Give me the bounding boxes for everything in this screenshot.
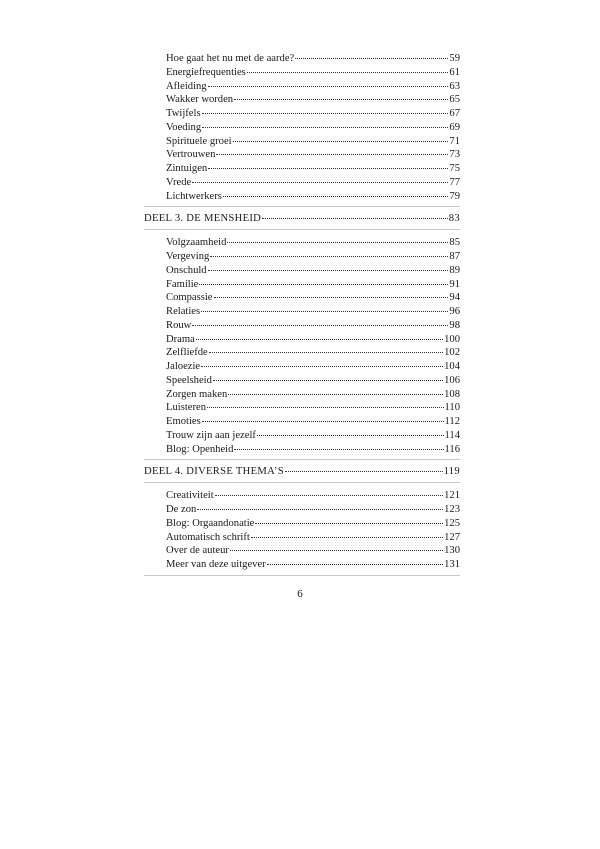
toc-entry-title: Vertrouwen — [166, 149, 216, 161]
toc-entry-page: 106 — [444, 374, 460, 386]
toc-entry-page: 94 — [449, 292, 460, 304]
dot-leader — [262, 218, 448, 219]
toc-entry-page: 104 — [444, 361, 460, 372]
dot-leader — [208, 86, 449, 87]
toc-entry-title: Vergeving — [166, 251, 210, 262]
toc-entry-title: Blog: Orgaandonatie — [166, 517, 255, 529]
toc-entry-title: Volgzaamheid — [166, 237, 227, 249]
dot-leader — [196, 339, 443, 340]
toc-entry[interactable] — [144, 374, 460, 388]
dot-leader — [201, 311, 448, 312]
dot-leader — [201, 366, 443, 367]
toc-entry-title: Meer van deze uitgever — [166, 559, 266, 570]
dot-leader — [192, 325, 448, 326]
section-divider — [144, 575, 460, 576]
toc-entry[interactable] — [144, 415, 460, 429]
dot-leader — [234, 99, 448, 100]
toc-entry-title: Blog: Openheid — [166, 443, 234, 455]
toc-entry[interactable] — [144, 107, 460, 121]
toc-entry-title: Jaloezie — [166, 361, 201, 372]
dot-leader — [257, 435, 444, 436]
toc-entry[interactable] — [144, 121, 460, 135]
dot-leader — [267, 564, 443, 565]
toc-entry[interactable] — [144, 517, 460, 531]
dot-leader — [213, 380, 443, 381]
toc-part-deel-3[interactable] — [144, 209, 460, 230]
dot-leader — [208, 270, 449, 271]
dot-leader — [230, 550, 443, 551]
toc-entry-title: Creativiteit — [166, 490, 214, 502]
toc-entry-page: 123 — [444, 504, 460, 515]
toc-entry[interactable] — [144, 190, 460, 204]
toc-entry-page: 85 — [449, 237, 460, 249]
toc-entry[interactable] — [144, 93, 460, 107]
toc-part-page: 119 — [443, 466, 460, 478]
toc-entry-title: Zelfliefde — [166, 347, 208, 359]
toc-entry-page: 131 — [444, 559, 460, 570]
toc-entry[interactable] — [144, 401, 460, 415]
toc-entry-page: 102 — [444, 347, 460, 359]
dot-leader — [233, 141, 449, 142]
toc-part-title: DEEL 4. DIVERSE THEMA’S — [144, 466, 284, 478]
toc-entry-title: Afleiding — [166, 80, 207, 92]
toc-entry[interactable] — [144, 148, 460, 162]
toc-entry-title: Luisteren — [166, 402, 207, 414]
dot-leader — [208, 168, 448, 169]
toc-group-deel-3 — [144, 236, 460, 456]
section-divider — [144, 459, 460, 460]
toc-entry[interactable] — [144, 250, 460, 264]
toc-entry-title: Voeding — [166, 121, 202, 133]
toc-entry-page: 65 — [449, 94, 460, 106]
toc-entry-page: 116 — [444, 443, 460, 455]
toc-entry-title: Drama — [166, 333, 195, 345]
toc-entry-page: 112 — [444, 416, 460, 427]
toc-group-deel-4 — [144, 489, 460, 572]
toc-entry-page: 79 — [449, 190, 460, 202]
toc-entry[interactable] — [144, 558, 460, 572]
toc-entry-page: 73 — [449, 149, 460, 161]
dot-leader — [207, 407, 443, 408]
dot-leader — [223, 196, 449, 197]
toc-entry-title: Compassie — [166, 292, 213, 304]
toc-entry-title: Rouw — [166, 319, 192, 331]
toc-entry-title: Twijfels — [166, 108, 201, 119]
toc-entry-page: 59 — [449, 53, 460, 64]
toc-entry-title: Lichtwerkers — [166, 190, 222, 202]
toc-entry-page: 77 — [449, 176, 460, 188]
dot-leader — [210, 256, 448, 257]
toc-entry[interactable] — [144, 429, 460, 443]
toc-entry[interactable] — [144, 162, 460, 176]
toc-part-title: DEEL 3. DE MENSHEID — [144, 213, 262, 225]
toc-entry-title: Hoe gaat het nu met de aarde? — [166, 53, 295, 64]
toc-entry[interactable] — [144, 544, 460, 558]
dot-leader — [199, 284, 448, 285]
toc-entry-page: 100 — [444, 333, 460, 345]
toc-entry-title: Vrede — [166, 176, 192, 188]
dot-leader — [227, 242, 448, 243]
toc-entry[interactable] — [144, 80, 460, 94]
dot-leader — [295, 58, 448, 59]
toc-entry[interactable] — [144, 135, 460, 149]
toc-part-page: 83 — [448, 213, 460, 225]
dot-leader — [202, 127, 448, 128]
toc-entry-page: 87 — [449, 251, 460, 262]
toc-entry[interactable] — [144, 264, 460, 278]
toc-entry-title: Emoties — [166, 416, 201, 427]
toc-entry[interactable] — [144, 333, 460, 347]
toc-entry-page: 69 — [449, 121, 460, 133]
toc-entry-title: Energiefrequenties — [166, 66, 246, 78]
toc-entry-title: Wakker worden — [166, 94, 234, 106]
toc-entry-title: Speelsheid — [166, 374, 212, 386]
dot-leader — [197, 509, 443, 510]
toc-entry-page: 89 — [449, 264, 460, 276]
dot-leader — [285, 471, 443, 472]
toc-entry-title: Familie — [166, 278, 199, 290]
dot-leader — [251, 537, 443, 538]
toc-entry[interactable] — [144, 305, 460, 319]
toc-entry-page: 71 — [449, 135, 460, 147]
table-of-contents — [144, 52, 460, 576]
toc-entry-page: 130 — [444, 545, 460, 557]
toc-entry-page: 91 — [449, 278, 460, 290]
toc-entry-page: 110 — [444, 402, 460, 414]
dot-leader — [209, 352, 443, 353]
toc-entry-page: 125 — [444, 517, 460, 529]
toc-entry-page: 67 — [449, 108, 460, 119]
section-divider — [144, 206, 460, 207]
toc-entry-page: 114 — [444, 429, 460, 441]
toc-entry-title: Zorgen maken — [166, 388, 228, 400]
toc-entry[interactable] — [144, 236, 460, 250]
toc-entry[interactable] — [144, 346, 460, 360]
page-number: 6 — [297, 588, 303, 600]
toc-entry[interactable] — [144, 291, 460, 305]
toc-entry-title: Zintuigen — [166, 163, 208, 174]
toc-entry[interactable] — [144, 503, 460, 517]
dot-leader — [215, 495, 443, 496]
toc-entry[interactable] — [144, 319, 460, 333]
toc-entry[interactable] — [144, 388, 460, 402]
toc-entry-page: 96 — [449, 306, 460, 317]
dot-leader — [202, 113, 449, 114]
toc-entry[interactable] — [144, 66, 460, 80]
dot-leader — [202, 421, 444, 422]
dot-leader — [247, 72, 449, 73]
toc-entry-page: 98 — [449, 319, 460, 331]
toc-entry[interactable] — [144, 52, 460, 66]
toc-entry-page: 121 — [444, 490, 460, 502]
toc-entry[interactable] — [144, 489, 460, 503]
dot-leader — [255, 523, 443, 524]
dot-leader — [214, 297, 449, 298]
toc-entry-page: 75 — [449, 163, 460, 174]
dot-leader — [228, 394, 443, 395]
toc-part-deel-4[interactable] — [144, 462, 460, 483]
toc-entry-title: Trouw zijn aan jezelf — [166, 429, 256, 441]
toc-entry[interactable] — [144, 278, 460, 292]
toc-entry[interactable] — [144, 443, 460, 457]
toc-entry-page: 127 — [444, 531, 460, 543]
dot-leader — [216, 154, 448, 155]
toc-entry[interactable] — [144, 360, 460, 374]
toc-entry[interactable] — [144, 176, 460, 190]
toc-entry-page: 63 — [449, 80, 460, 92]
toc-group-deel-2 — [144, 52, 460, 203]
toc-entry[interactable] — [144, 531, 460, 545]
toc-entry-page: 108 — [444, 388, 460, 400]
dot-leader — [234, 449, 443, 450]
toc-entry-title: Onschuld — [166, 264, 207, 276]
toc-entry-title: Spirituele groei — [166, 135, 232, 147]
dot-leader — [192, 182, 448, 183]
toc-entry-page: 61 — [449, 66, 460, 78]
toc-entry-title: Over de auteur — [166, 545, 229, 557]
toc-entry-title: Automatisch schrift — [166, 531, 250, 543]
toc-entry-title: De zon — [166, 504, 197, 515]
toc-entry-title: Relaties — [166, 306, 201, 317]
